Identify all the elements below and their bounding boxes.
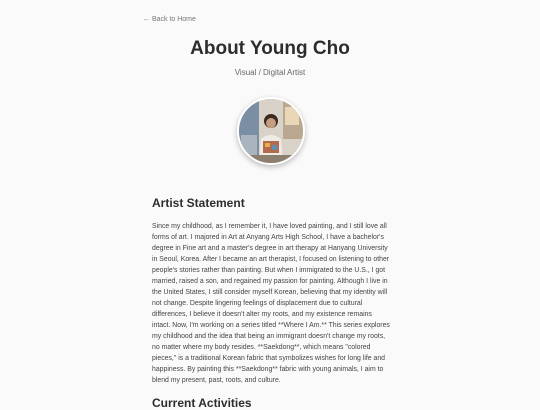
back-to-home-link[interactable]: ← Back to Home [143,16,196,23]
page-title: About Young Cho [190,38,350,59]
artist-photo [239,99,303,163]
current-activities-heading: Current Activities [152,396,252,410]
artist-statement-heading: Artist Statement [152,196,245,210]
artist-avatar [237,97,305,165]
artist-role: Visual / Digital Artist [234,68,306,77]
artist-statement-text: Since my childhood, as I remember it, I have loved painting, and I still love all forms of art. I majored in Art at Anyang Arts High School, I have a bachelor's degree in Fine art and a master's degree in art therapy at Hanyang University in Seoul, Korea. After I became an art therapist, I focused on listening to other people's stories rather than painting. But when I immigrated to the U.S., I got married, raised a son, and regained my passion for painting. Although I live in the United States, I still consider myself Korean, believing that my identity will not change. Despite lingering feelings of displacement due to cultural differences, I believe it doesn't alter my roots, and my existence remains intact. Now, I'm working on a series titled **Where I Am.** This series explores my childhood and the idea that being an immigrant doesn't change my roots, no matter where my body resides. **Saekdong**, which means "colored pieces," is a traditional Korean fabric that symbolizes wishes for long life and happiness. By painting this **Saekdong** fabric with young animals, I aim to blend my present, past, roots, and culture. [152,223,390,384]
